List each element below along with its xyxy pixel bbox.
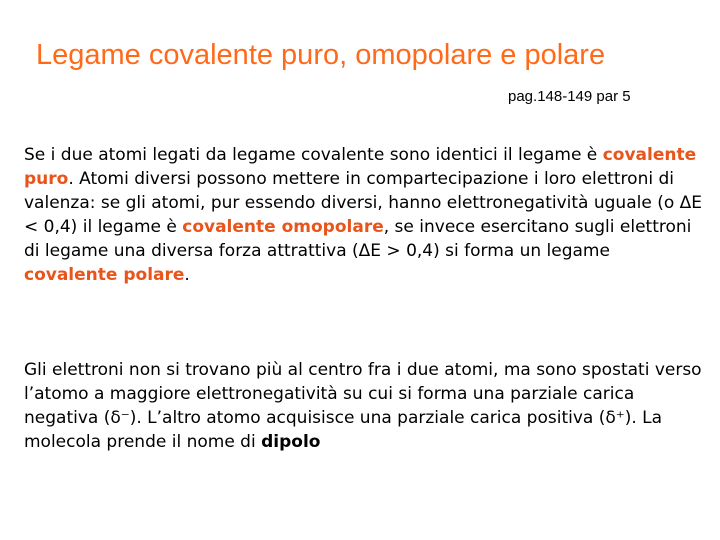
text-segment: Se i due atomi legati da legame covalente sono identici il legame è xyxy=(24,145,603,165)
page-reference: pag.148-149 par 5 xyxy=(508,88,631,105)
term-covalente-puro: covalente puro xyxy=(24,145,697,189)
term-covalente-polare: covalente polare xyxy=(24,265,185,285)
term-covalente-omopolare: covalente omopolare xyxy=(182,217,384,237)
text-segment: Gli elettroni non si trovano più al centro fra i due atomi, ma sono spostati verso l’atomo a maggiore elettronegatività su cui si forma una parziale carica negativa (δ⁻). L’altro atomo acquisisce una parziale carica positiva (δ⁺). La molecola prende il nome di xyxy=(24,360,702,452)
text-segment: . Atomi diversi possono mettere in compartecipazione i loro elettroni di valenza: se gli atomi, pur essendo diversi, hanno elettronegatività uguale (o ΔE < 0,4) il legame è xyxy=(24,169,702,237)
text-segment: , se invece esercitano sugli elettroni di legame una diversa forza attrattiva (ΔE > 0,4) si forma un legame xyxy=(24,217,692,261)
term-dipolo: dipolo xyxy=(261,432,321,452)
slide-title: Legame covalente puro, omopolare e polare xyxy=(36,39,606,71)
paragraph-dipole xyxy=(24,358,704,454)
paragraph-bond-types xyxy=(24,143,704,287)
text-segment: . xyxy=(184,265,190,285)
